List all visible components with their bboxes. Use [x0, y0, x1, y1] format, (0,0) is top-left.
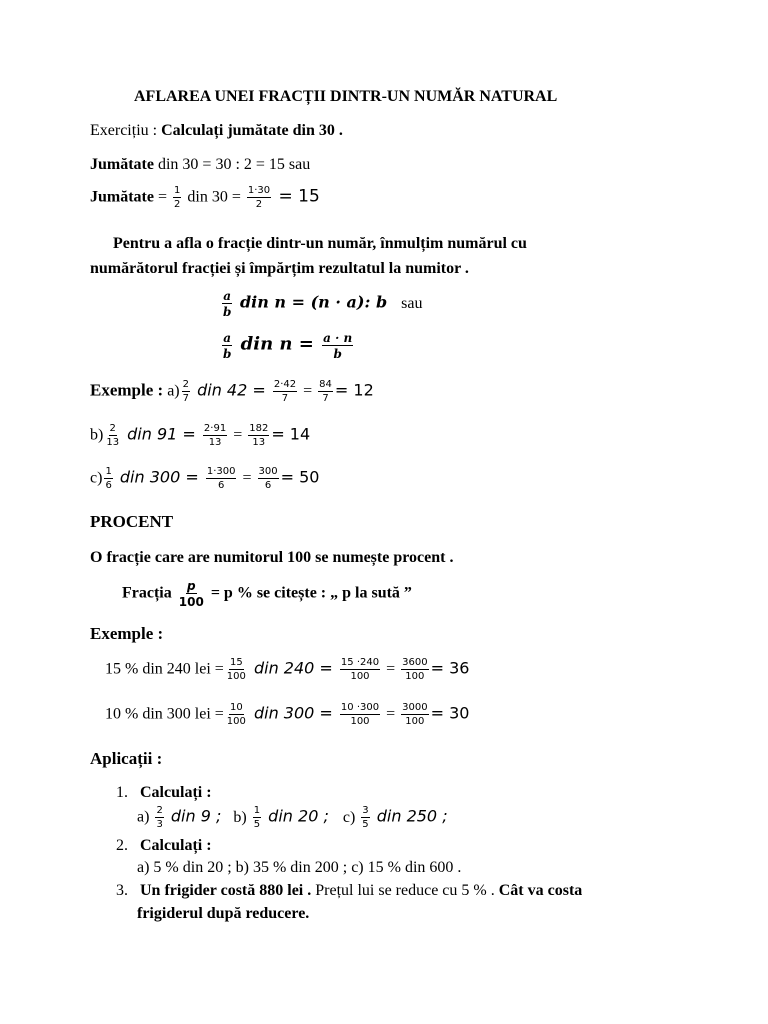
app-item-3-line2: frigiderul după reducere.: [137, 905, 310, 922]
part-rest: din 20 ;: [263, 806, 329, 826]
examples2-label: Exemple :: [90, 624, 164, 643]
example-mid: din 42 =: [192, 380, 271, 400]
example-prefix: c): [90, 469, 103, 487]
fraction: $\frac{a}{b}$: [223, 331, 232, 361]
fraction: $\frac{10 \cdot 300}{100}$: [340, 702, 380, 727]
item-text: Prețul lui se reduce cu 5 % .: [315, 882, 499, 899]
app-item-3: [116, 883, 582, 899]
app-item-1-parts: [137, 806, 448, 830]
example-result: = 50: [280, 467, 320, 487]
fraction: $\frac{p}{100}$: [178, 579, 204, 609]
item-text: Calculați :: [140, 784, 212, 801]
fraction: $\frac{1\cdot 300}{6}$: [206, 466, 236, 491]
item-number: 1.: [116, 784, 128, 801]
fraction: $\frac{3000}{100}$: [402, 702, 428, 727]
app-item-2-parts: a) 5 % din 20 ; b) 35 % din 200 ; c) 15 % din 600 .: [137, 859, 462, 876]
example-prefix: 10 % din 300 lei =: [105, 705, 224, 723]
half-rest: din 30 = 30 : 2 = 15 sau: [153, 156, 311, 173]
exercise-label: Exercițiu :: [90, 122, 162, 139]
page-title: AFLAREA UNEI FRACȚII DINTR-UN NUMĂR NATURAL: [134, 88, 558, 105]
fraction: $\frac{182}{13}$: [249, 423, 269, 448]
equals: =: [153, 188, 172, 206]
fraction: $\frac{300}{6}$: [258, 466, 278, 491]
part-prefix: a): [137, 808, 150, 826]
half-mid: din 30 =: [183, 188, 245, 206]
part-rest: din 250 ;: [371, 806, 448, 826]
fraction: $\frac{10}{100}$: [226, 702, 246, 727]
part-rest: din 9 ;: [165, 806, 222, 826]
fraction: $\frac{15}{100}$: [226, 657, 246, 682]
half-word: Jumătate: [90, 156, 154, 173]
example-mid: din 300 =: [114, 467, 204, 487]
fraction: $\frac{a \cdot n}{b}$: [323, 331, 353, 361]
formula-1: [220, 290, 422, 318]
rule-line-2: numărătorul fracției și împărțim rezultatul la numitor .: [90, 260, 469, 277]
fraction: $\frac{84}{7}$: [319, 379, 332, 404]
half-result: = 15: [273, 186, 320, 207]
fraction: $\frac{a}{b}$: [223, 289, 232, 319]
percent-example-1: 15 % din 240 lei = $\frac{15}{100}$ din 240 = $\frac{15 \cdot 240}{100}$ = $\frac{3600}{100}$ = 36: [105, 657, 470, 682]
example-prefix: a): [167, 382, 180, 400]
item-text: Calculați :: [140, 837, 212, 854]
fraction: $\frac{1}{6}$: [105, 466, 112, 491]
formula-2: [220, 332, 355, 360]
item-text-bold: Un frigider costă 880 lei .: [140, 882, 316, 899]
example-result: = 36: [430, 658, 470, 678]
examples-label: Exemple :: [90, 380, 164, 400]
fraction: $\frac{2\cdot 42}{7}$: [273, 379, 297, 404]
applications-label: Aplicații :: [90, 749, 163, 768]
fraction-label: Fracția: [122, 584, 172, 602]
exercise-text: Calculați jumătate din 30 .: [161, 122, 343, 139]
example-mid: din 91 =: [122, 424, 201, 444]
app-item-1: [116, 785, 212, 801]
fraction: $\frac{2}{13}$: [106, 423, 120, 448]
example-mid: din 300 =: [248, 703, 338, 723]
example-result: = 30: [430, 703, 470, 723]
fraction: $\frac{1\cdot 30}{2}$: [247, 185, 271, 210]
example-prefix: b): [90, 426, 104, 444]
fraction: $\frac{2}{7}$: [182, 379, 189, 404]
percent-example-2: 10 % din 300 lei = $\frac{10}{100}$ din 300 = $\frac{10 \cdot 300}{100}$ = $\frac{3000}{100}$ = 30: [105, 702, 470, 727]
fraction: $\frac{1}{2}$: [174, 185, 181, 210]
half-line-1: [90, 157, 310, 173]
example-result: = 14: [271, 424, 311, 444]
item-number: 2.: [116, 837, 128, 854]
half-word-2: Jumătate: [90, 188, 154, 206]
fraction: $\frac{2\cdot 91}{13}$: [203, 423, 227, 448]
half-line-2: [90, 186, 320, 210]
procent-definition: O fracție care are numitorul 100 se numește procent .: [90, 549, 454, 566]
example-a: Exemple : a) $\frac{2}{7}$ din 42 = $\frac{2\cdot 42}{7}$ = $\frac{84}{7}$ = 12: [90, 379, 374, 404]
item-text-bold: Cât va costa: [498, 882, 583, 899]
fraction-text: = p % se citește : „ p la sută ”: [206, 584, 412, 602]
formula-suffix: sau: [401, 294, 423, 312]
item-number: 3.: [116, 882, 128, 899]
example-result: = 12: [334, 380, 374, 400]
fraction: $\frac{15 \cdot 240}{100}$: [340, 657, 380, 682]
example-prefix: 15 % din 240 lei =: [105, 660, 224, 678]
app-item-2: [116, 838, 212, 854]
procent-heading: PROCENT: [90, 512, 174, 531]
procent-fraction-line: [122, 580, 412, 608]
part-prefix: c): [342, 808, 356, 826]
example-c: c) $\frac{1}{6}$ din 300 = $\frac{1\cdot 300}{6}$ = $\frac{300}{6}$ = 50: [90, 466, 320, 491]
fraction: $\frac{3}{5}$: [362, 805, 369, 830]
part-prefix: b): [233, 808, 247, 826]
example-b: b) $\frac{2}{13}$ din 91 = $\frac{2\cdot 91}{13}$ = $\frac{182}{13}$ = 14: [90, 423, 311, 448]
formula-expr: din n =: [234, 333, 321, 355]
formula-expr: din n = (n · a): b: [234, 292, 388, 312]
fraction: $\frac{1}{5}$: [253, 805, 261, 830]
fraction: $\frac{2}{3}$: [156, 805, 163, 830]
rule-line-1: Pentru a afla o fracție dintr-un număr, înmulțim numărul cu: [113, 235, 527, 252]
fraction: $\frac{3600}{100}$: [402, 657, 428, 682]
example-mid: din 240 =: [248, 658, 338, 678]
exercise-line: [90, 123, 343, 139]
